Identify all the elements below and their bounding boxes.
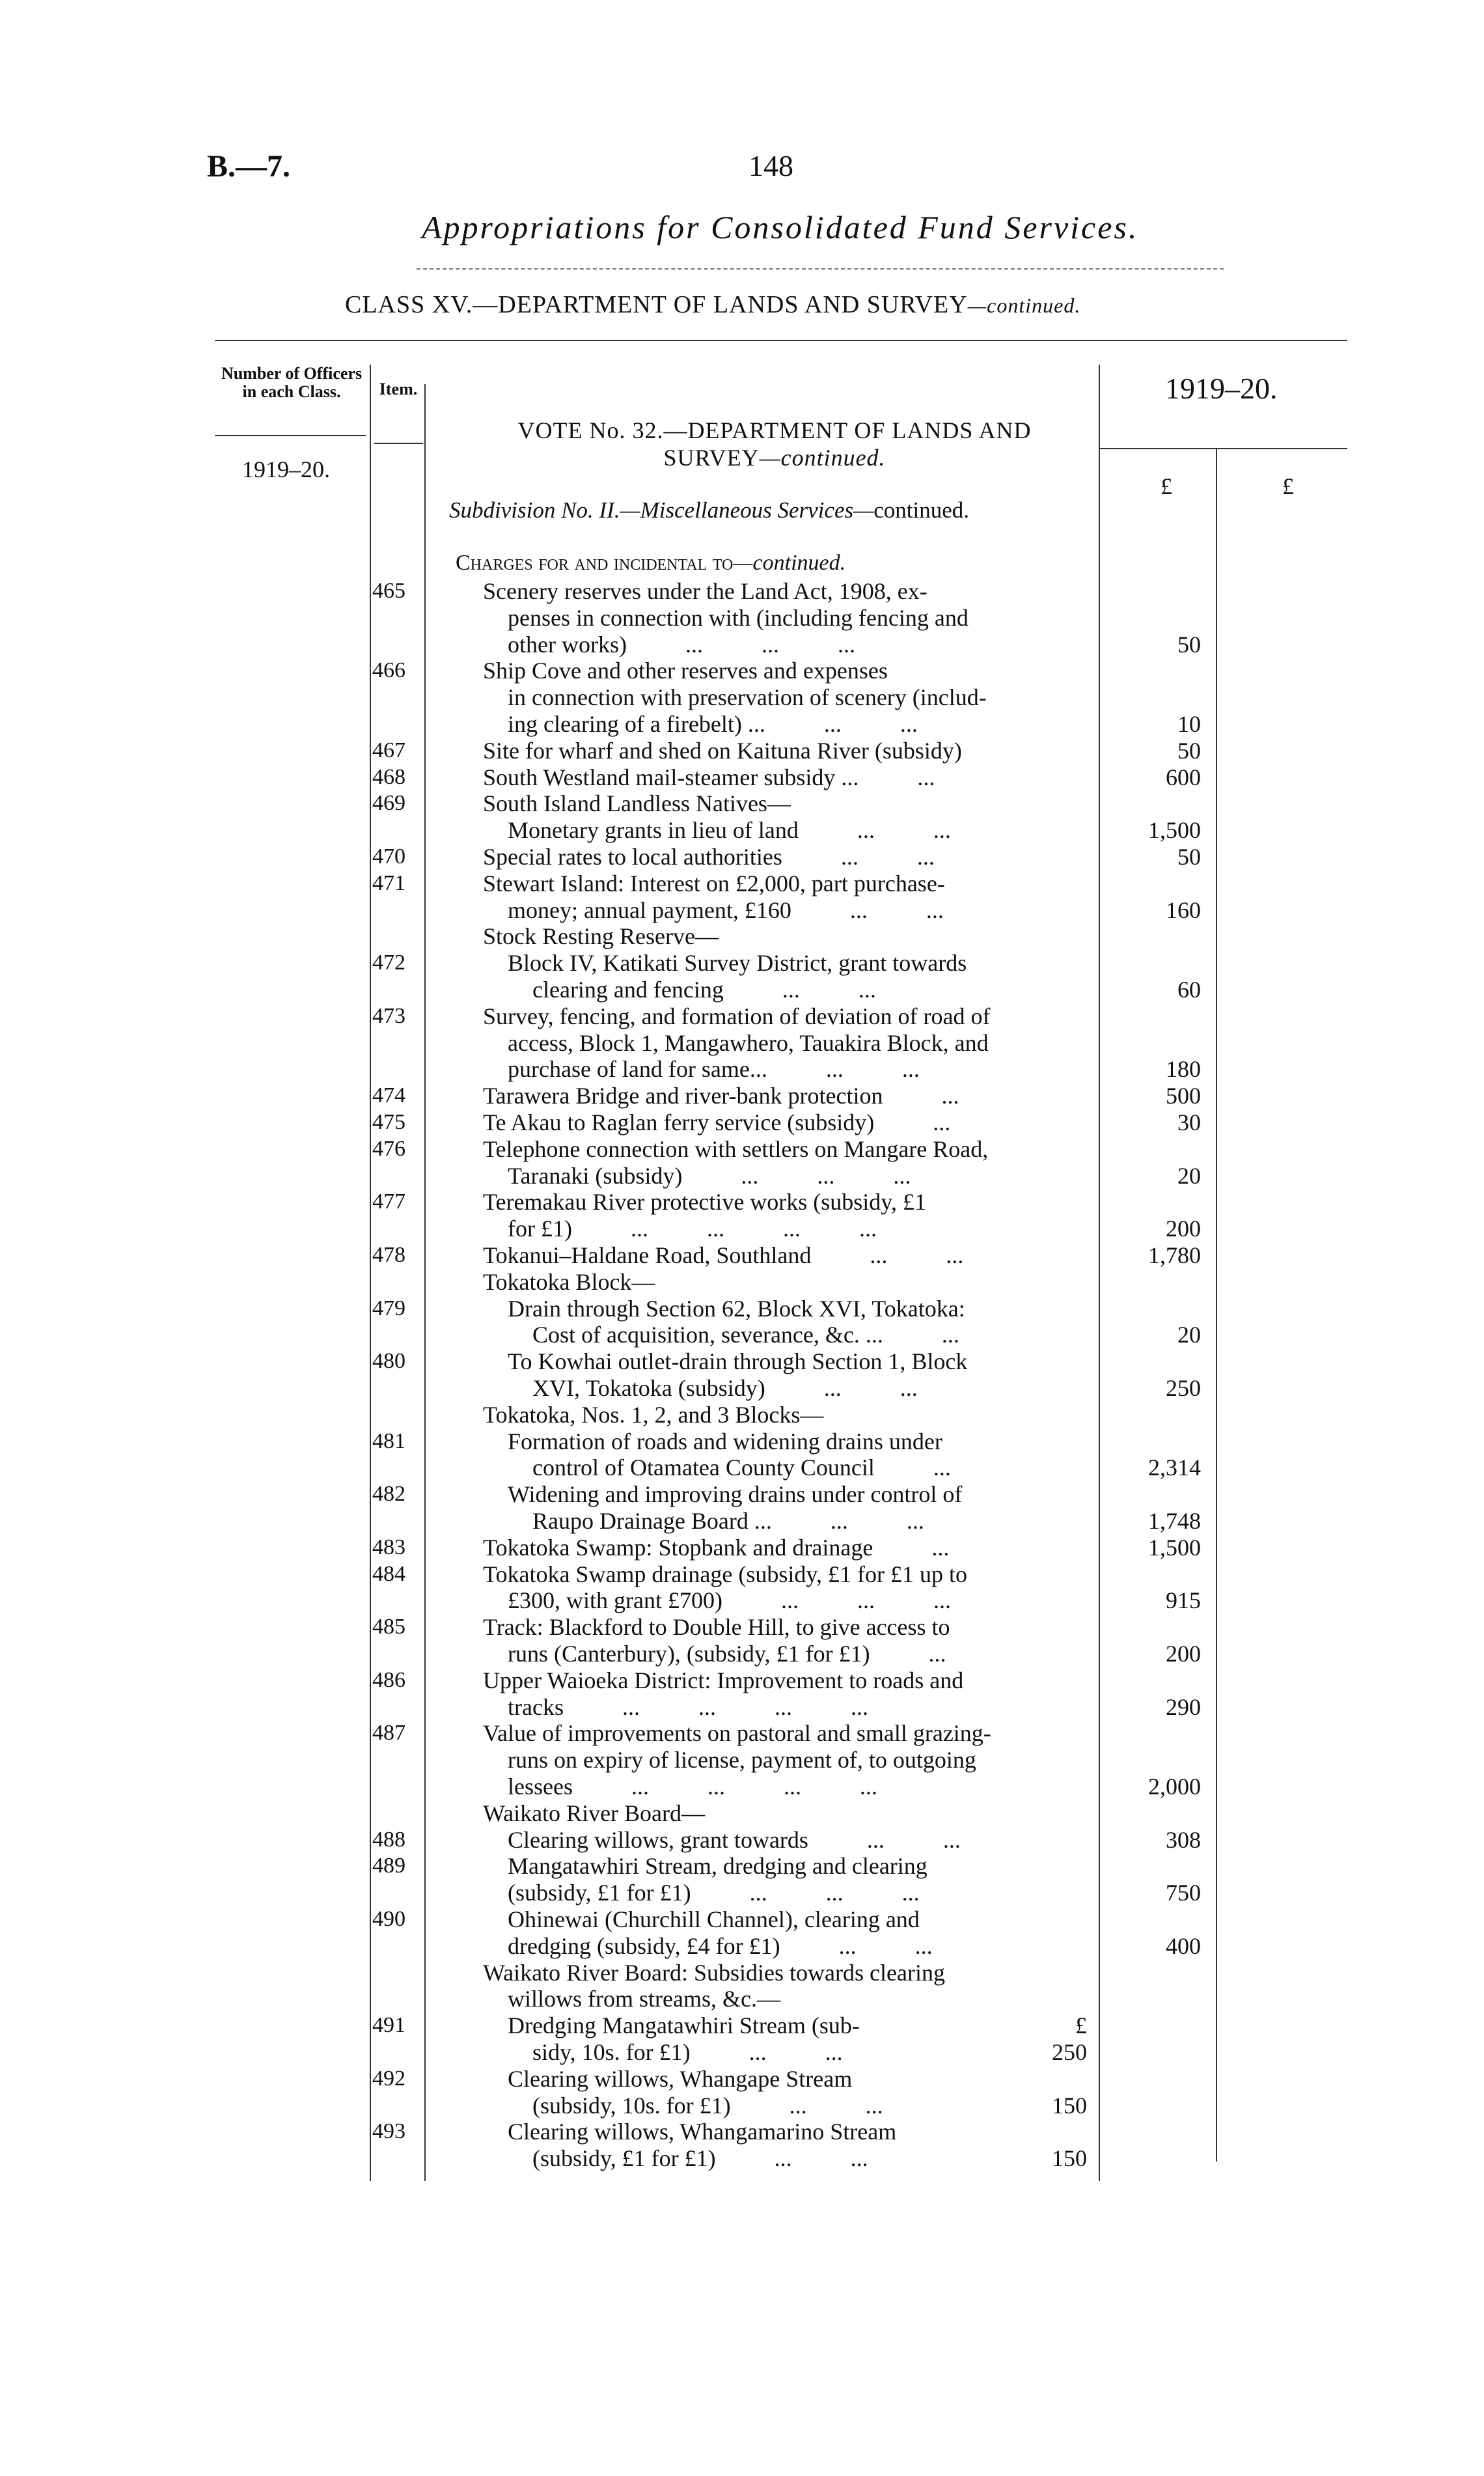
table-row xyxy=(0,1322,1484,1348)
item-description: Tokanui–Haldane Road, Southland ... ... xyxy=(483,1242,964,1268)
table-row xyxy=(0,1774,1484,1800)
item-number: 467 xyxy=(372,738,405,762)
item-amount: 200 xyxy=(1166,1641,1201,1667)
item-description: (subsidy, £1 for £1) ... ... xyxy=(532,2145,868,2172)
item-description: Tarawera Bridge and river-bank protection ... xyxy=(483,1083,959,1109)
item-number: 484 xyxy=(372,1561,405,1586)
item-description: Tokatoka Swamp drainage (subsidy, £1 for £1 up to xyxy=(483,1561,968,1587)
item-description: Monetary grants in lieu of land ... ... xyxy=(508,817,951,844)
item-description: South Island Landless Natives— xyxy=(483,790,791,817)
pound-symbol-col2: £ xyxy=(1282,473,1294,499)
table-row xyxy=(0,844,1484,870)
item-description: Ohinewai (Churchill Channel), clearing and xyxy=(508,1906,920,1932)
table-row xyxy=(0,1402,1484,1428)
item-description: ing clearing of a firebelt) ... ... ... xyxy=(508,711,918,737)
item-number: 475 xyxy=(372,1110,405,1134)
table-row xyxy=(0,977,1484,1003)
item-number: 483 xyxy=(372,1535,405,1559)
item-description: Stewart Island: Interest on £2,000, part purchase- xyxy=(483,870,945,897)
item-number: 479 xyxy=(372,1296,405,1320)
item-number: 485 xyxy=(372,1615,405,1639)
year-column-header: 1919–20. xyxy=(1165,372,1278,405)
table-row xyxy=(0,950,1484,976)
item-description: dredging (subsidy, £4 for £1) ... ... xyxy=(508,1932,933,1959)
year-header-rule xyxy=(1100,448,1347,449)
pound-symbol-col1: £ xyxy=(1161,473,1172,499)
table-row xyxy=(0,1641,1484,1667)
table-row xyxy=(0,1003,1484,1029)
item-description: Block IV, Katikati Survey District, grant towards xyxy=(508,950,967,977)
item-amount: 1,748 xyxy=(1148,1508,1201,1534)
item-amount: 200 xyxy=(1166,1216,1201,1242)
item-description: in connection with preservation of scenery (includ- xyxy=(508,684,987,711)
item-description: Tokatoka, Nos. 1, 2, and 3 Blocks— xyxy=(483,1401,824,1428)
table-row xyxy=(0,2145,1484,2171)
document-reference: B.—7. xyxy=(207,149,291,184)
class-heading-main: CLASS XV.—DEPARTMENT OF LANDS AND SURVEY xyxy=(345,291,968,318)
item-description: Waikato River Board: Subsidies towards clearing xyxy=(483,1959,945,1986)
item-description: Upper Waioeka District: Improvement to roads and xyxy=(483,1667,964,1693)
table-row xyxy=(0,1056,1484,1082)
table-row xyxy=(0,658,1484,684)
item-description: Telephone connection with settlers on Mangare Road, xyxy=(483,1135,989,1162)
item-amount: 915 xyxy=(1166,1587,1201,1614)
item-amount: 500 xyxy=(1166,1083,1201,1109)
item-number: 465 xyxy=(372,579,405,603)
item-number: 469 xyxy=(372,791,405,816)
table-row xyxy=(0,1454,1484,1481)
table-row xyxy=(0,1508,1484,1534)
item-amount: 1,500 xyxy=(1148,817,1201,844)
table-row xyxy=(0,1720,1484,1746)
item-description: Tokatoka Swamp: Stopbank and drainage ... xyxy=(483,1534,950,1561)
item-number: 480 xyxy=(372,1349,405,1374)
item-amount: 10 xyxy=(1177,711,1201,737)
item-amount: 180 xyxy=(1166,1056,1201,1083)
inner-amount: 150 xyxy=(1052,2145,1087,2172)
inner-amount: £ xyxy=(1075,2012,1087,2039)
item-description: Clearing willows, grant towards ... ... xyxy=(508,1826,961,1853)
table-row xyxy=(0,1561,1484,1587)
table-row xyxy=(0,764,1484,790)
table-row xyxy=(0,1481,1484,1507)
item-description: South Westland mail-steamer subsidy ... ... xyxy=(483,764,935,790)
charges-heading-main: Charges for and incidental to xyxy=(456,551,734,575)
table-row xyxy=(0,2039,1484,2065)
table-row xyxy=(0,1109,1484,1135)
item-column-header: Item. xyxy=(379,380,418,398)
item-number: 492 xyxy=(372,2066,405,2091)
item-amount: 600 xyxy=(1166,764,1201,790)
table-row xyxy=(0,738,1484,764)
subdivision-heading xyxy=(449,497,969,523)
table-row xyxy=(0,923,1484,949)
item-description: Waikato River Board— xyxy=(483,1800,706,1826)
page-title: Appropriations for Consolidated Fund Services. xyxy=(422,209,1139,245)
item-amount: 2,314 xyxy=(1148,1454,1201,1481)
item-number: 468 xyxy=(372,764,405,789)
item-amount: 400 xyxy=(1166,1932,1201,1959)
item-description: Widening and improving drains under control of xyxy=(508,1481,963,1508)
item-amount: 2,000 xyxy=(1148,1774,1201,1800)
inner-amount: 250 xyxy=(1052,2039,1087,2065)
table-row xyxy=(0,578,1484,604)
table-row xyxy=(0,1242,1484,1268)
item-header-rule xyxy=(374,443,423,444)
item-description: Special rates to local authorities ... ... xyxy=(483,844,935,870)
vote-heading-line-1: VOTE No. 32.—DEPARTMENT OF LANDS AND xyxy=(517,417,1032,443)
item-description: Track: Blackford to Double Hill, to give access to xyxy=(483,1614,950,1641)
item-amount: 30 xyxy=(1177,1109,1201,1135)
page-number: 148 xyxy=(749,149,793,182)
item-description: (subsidy, £1 for £1) ... ... ... xyxy=(508,1880,920,1906)
item-amount: 20 xyxy=(1177,1162,1201,1189)
item-number: 488 xyxy=(372,1827,405,1852)
officers-header-rule xyxy=(215,435,366,436)
item-amount: 20 xyxy=(1177,1322,1201,1348)
table-row xyxy=(0,1375,1484,1401)
table-row xyxy=(0,1800,1484,1826)
item-description: Teremakau River protective works (subsidy, £1 xyxy=(483,1189,926,1216)
table-row xyxy=(0,1694,1484,1720)
table-row xyxy=(0,2012,1484,2038)
item-number: 466 xyxy=(372,658,405,683)
item-description: £300, with grant £700) ... ... ... xyxy=(508,1587,951,1614)
charges-heading xyxy=(456,551,845,576)
table-row xyxy=(0,605,1484,631)
table-row xyxy=(0,684,1484,710)
item-amount: 50 xyxy=(1177,844,1201,870)
item-amount: 160 xyxy=(1166,897,1201,923)
item-description: Value of improvements on pastoral and small grazing- xyxy=(483,1720,991,1747)
item-amount: 1,500 xyxy=(1148,1534,1201,1561)
item-description: penses in connection with (including fencing and xyxy=(508,604,969,631)
item-description: Raupo Drainage Board ... ... ... xyxy=(532,1508,924,1534)
officers-column-header: Number of Officers in each Class. xyxy=(221,364,363,401)
table-row xyxy=(0,1960,1484,1986)
table-top-rule xyxy=(215,340,1347,341)
table-row xyxy=(0,1853,1484,1879)
table-row xyxy=(0,1083,1484,1109)
table-row xyxy=(0,1986,1484,2012)
table-row xyxy=(0,2119,1484,2145)
item-number: 470 xyxy=(372,844,405,869)
item-description: Taranaki (subsidy) ... ... ... xyxy=(508,1162,911,1189)
vote-heading-suffix: —continued. xyxy=(759,445,886,471)
item-number: 477 xyxy=(372,1189,405,1214)
table-row xyxy=(0,897,1484,923)
vote-heading-line-2 xyxy=(449,444,1100,471)
table-row xyxy=(0,1535,1484,1561)
item-description: To Kowhai outlet-drain through Section 1, Block xyxy=(508,1348,968,1375)
table-row xyxy=(0,1906,1484,1932)
table-row xyxy=(0,2093,1484,2119)
item-number: 487 xyxy=(372,1721,405,1746)
item-description: runs (Canterbury), (subsidy, £1 for £1) ... xyxy=(508,1641,946,1667)
item-number: 476 xyxy=(372,1136,405,1161)
table-row xyxy=(0,1614,1484,1640)
item-number: 489 xyxy=(372,1854,405,1878)
item-amount: 1,780 xyxy=(1148,1242,1201,1268)
item-number: 472 xyxy=(372,951,405,975)
table-row xyxy=(0,1269,1484,1295)
item-amount: 750 xyxy=(1166,1880,1201,1906)
item-number: 481 xyxy=(372,1428,405,1453)
table-row xyxy=(0,1030,1484,1056)
item-description: Site for wharf and shed on Kaituna River (subsidy) xyxy=(483,737,962,764)
table-row xyxy=(0,1747,1484,1773)
item-description: Scenery reserves under the Land Act, 1908, ex- xyxy=(483,578,928,604)
item-amount: 60 xyxy=(1177,977,1201,1003)
item-description: lessees ... ... ... ... xyxy=(508,1774,877,1800)
item-description: XVI, Tokatoka (subsidy) ... ... xyxy=(532,1375,918,1401)
item-number: 478 xyxy=(372,1243,405,1267)
item-description: Cost of acquisition, severance, &c. ... ... xyxy=(532,1322,959,1348)
item-description: Te Akau to Raglan ferry service (subsidy) ... xyxy=(483,1109,951,1135)
item-description: access, Block 1, Mangawhero, Tauakira Block, and xyxy=(508,1029,989,1056)
item-amount: 250 xyxy=(1166,1375,1201,1401)
table-row xyxy=(0,817,1484,843)
table-row xyxy=(0,1428,1484,1454)
item-description: other works) ... ... ... xyxy=(508,631,855,658)
item-description: Clearing willows, Whangape Stream xyxy=(508,2065,853,2092)
item-description: Tokatoka Block— xyxy=(483,1268,655,1295)
item-description: (subsidy, 10s. for £1) ... ... xyxy=(532,2092,883,2119)
subdivision-suffix: continued. xyxy=(873,497,970,523)
table-row xyxy=(0,1348,1484,1374)
table-row xyxy=(0,870,1484,897)
item-description: Drain through Section 62, Block XVI, Tokatoka: xyxy=(508,1295,965,1322)
item-number: 493 xyxy=(372,2119,405,2144)
item-description: runs on expiry of license, payment of, to outgoing xyxy=(508,1747,976,1774)
item-description: Dredging Mangatawhiri Stream (sub- xyxy=(508,2012,860,2039)
table-row xyxy=(0,1827,1484,1853)
item-description: sidy, 10s. for £1) ... ... xyxy=(532,2039,843,2065)
table-row xyxy=(0,1163,1484,1189)
table-row xyxy=(0,1136,1484,1162)
charges-heading-suffix: —continued. xyxy=(733,551,846,575)
item-description: tracks ... ... ... ... xyxy=(508,1693,868,1720)
vote-heading-survey: SURVEY xyxy=(663,445,760,471)
table-row xyxy=(0,1667,1484,1693)
item-number: 471 xyxy=(372,870,405,895)
item-amount: 50 xyxy=(1177,631,1201,658)
table-row xyxy=(0,1587,1484,1613)
item-number: 491 xyxy=(372,2013,405,2038)
table-row xyxy=(0,1189,1484,1215)
item-number: 482 xyxy=(372,1482,405,1507)
table-row xyxy=(0,1933,1484,1959)
item-description: Formation of roads and widening drains under xyxy=(508,1428,942,1454)
item-number: 474 xyxy=(372,1083,405,1108)
item-number: 473 xyxy=(372,1003,405,1028)
item-description: Ship Cove and other reserves and expenses xyxy=(483,658,888,684)
table-row xyxy=(0,1296,1484,1322)
item-description: clearing and fencing ... ... xyxy=(532,977,876,1003)
table-row xyxy=(0,711,1484,737)
item-description: for £1) ... ... ... ... xyxy=(508,1216,877,1242)
item-amount: 290 xyxy=(1166,1693,1201,1720)
item-description: Clearing willows, Whangamarino Stream xyxy=(508,2119,897,2145)
table-row xyxy=(0,1880,1484,1906)
table-row xyxy=(0,2066,1484,2092)
title-divider xyxy=(417,268,1224,270)
item-number: 490 xyxy=(372,1907,405,1931)
subdivision-main: Subdivision No. II.—Miscellaneous Services— xyxy=(449,497,874,523)
class-heading xyxy=(345,290,1080,319)
item-description: willows from streams, &c.— xyxy=(508,1986,780,2012)
class-heading-suffix: —continued. xyxy=(967,294,1081,317)
table-row xyxy=(0,632,1484,658)
item-amount: 308 xyxy=(1166,1826,1201,1853)
item-description: purchase of land for same... ... ... xyxy=(508,1056,920,1083)
item-amount: 50 xyxy=(1177,737,1201,764)
item-description: control of Otamatea County Council ... xyxy=(532,1454,951,1481)
item-description: Stock Resting Reserve— xyxy=(483,923,719,950)
item-description: Mangatawhiri Stream, dredging and clearing xyxy=(508,1853,928,1880)
item-number: 486 xyxy=(372,1667,405,1692)
item-description: money; annual payment, £160 ... ... xyxy=(508,897,944,923)
inner-amount: 150 xyxy=(1052,2092,1087,2119)
officers-year-header: 1919–20. xyxy=(242,456,330,482)
table-row xyxy=(0,790,1484,816)
table-row xyxy=(0,1216,1484,1242)
item-description: Survey, fencing, and formation of deviation of road of xyxy=(483,1003,991,1029)
